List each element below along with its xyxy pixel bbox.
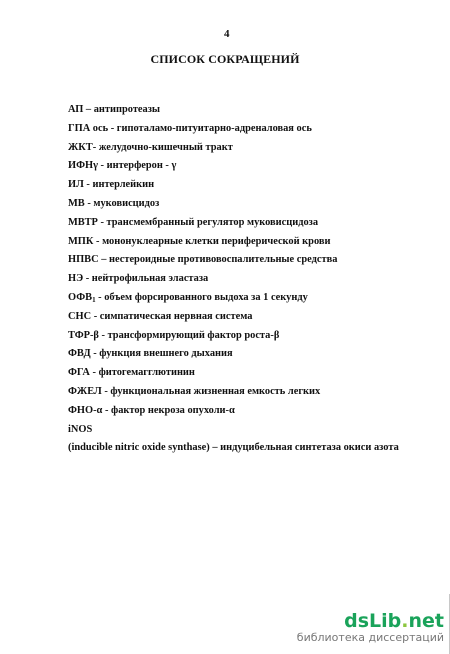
- abbreviation-term: ИЛ: [68, 179, 84, 191]
- abbreviation-separator: -: [108, 122, 117, 134]
- abbreviation-definition: антипротеазы: [93, 104, 161, 115]
- abbreviation-term: ТФР-β: [68, 329, 99, 341]
- abbreviation-entry: [68, 345, 428, 364]
- abbreviation-definition: муковисцидоз: [93, 197, 160, 209]
- abbreviation-separator: -: [92, 141, 99, 153]
- abbreviation-entry: [68, 195, 428, 214]
- abbreviation-term: iNOS: [68, 423, 93, 435]
- abbreviation-entry: [68, 120, 428, 139]
- abbreviation-entry: [68, 402, 428, 421]
- abbreviation-term: МВ: [68, 197, 85, 209]
- abbreviation-definition: трансмембранный регулятор муковисцидоза: [106, 216, 319, 228]
- abbreviation-entry: [68, 101, 428, 120]
- abbreviation-term: МВТР: [68, 216, 98, 228]
- abbreviation-separator: -: [95, 291, 105, 303]
- abbreviation-entry: [68, 233, 428, 252]
- abbreviation-entry: [68, 308, 428, 327]
- abbreviation-term: ОФВ: [68, 291, 93, 303]
- abbreviation-definition: желудочно-кишечный тракт: [98, 141, 233, 153]
- abbreviation-term: ФЖЕЛ: [68, 385, 102, 397]
- abbreviation-definition: нестероидные противовоспалительные средства: [109, 254, 338, 266]
- watermark-subtitle: библиотека диссертаций: [296, 631, 444, 644]
- dslib-watermark[interactable]: [297, 611, 444, 644]
- abbreviation-entry: [68, 251, 428, 270]
- abbreviation-separator: -: [83, 273, 92, 285]
- abbreviation-entry: [68, 439, 428, 458]
- abbreviation-term: (inducible nitric oxide synthase): [68, 442, 210, 454]
- abbreviation-entry: [68, 364, 428, 383]
- abbreviation-definition: симпатическая нервная система: [99, 310, 253, 322]
- abbreviation-definition: гипоталамо-питуитарно-адреналовая ось: [116, 122, 312, 134]
- abbreviation-definition: функциональная жизненная емкость легких: [110, 385, 321, 397]
- abbreviation-definition: функция внешнего дыхания: [99, 348, 233, 360]
- abbreviation-term: ИФНγ: [68, 160, 98, 172]
- abbreviation-term: ФНО-α: [68, 404, 103, 416]
- abbreviation-separator: -: [89, 367, 99, 379]
- abbreviation-separator: –: [209, 442, 221, 454]
- abbreviation-definition: нейтрофильная эластаза: [91, 273, 209, 285]
- abbreviation-separator: -: [98, 329, 108, 341]
- abbreviation-definition: мононуклеарные клетки периферической крови: [102, 235, 331, 247]
- abbreviation-entry: [68, 383, 428, 402]
- watermark-logo-main: dsLib: [344, 610, 402, 632]
- abbreviation-separator: -: [102, 404, 112, 416]
- abbreviation-separator: -: [84, 197, 94, 209]
- abbreviation-separator: -: [91, 310, 100, 322]
- abbreviation-definition: трансформирующий фактор роста-β: [107, 329, 280, 341]
- abbreviation-term: СНС: [68, 310, 92, 322]
- abbreviation-term: АП: [68, 104, 84, 115]
- abbreviation-term: ЖКТ: [68, 141, 93, 153]
- abbreviation-list: [68, 101, 428, 458]
- abbreviation-definition: объем форсированного выдоха за 1 секунду: [104, 291, 308, 303]
- abbreviation-separator: –: [98, 254, 109, 266]
- abbreviation-entry: [68, 327, 428, 346]
- abbreviation-term: НЭ: [68, 273, 84, 285]
- abbreviation-entry: [68, 214, 428, 233]
- abbreviation-term-subscript: 1: [92, 295, 96, 304]
- abbreviation-term: ФГА: [68, 367, 90, 379]
- abbreviation-definition: интерферон - γ: [106, 160, 177, 172]
- abbreviation-definition: фитогемагглютинин: [98, 367, 195, 379]
- abbreviation-separator: –: [83, 104, 94, 115]
- abbreviation-separator: -: [97, 160, 107, 172]
- abbreviation-entry: [68, 139, 428, 158]
- abbreviation-separator: -: [83, 179, 93, 191]
- abbreviation-entry: [68, 289, 428, 308]
- page-title: СПИСОК СОКРАЩЕНИЙ: [150, 52, 300, 66]
- abbreviation-term: МПК: [68, 235, 94, 247]
- watermark-logo-tld: net: [408, 610, 444, 632]
- abbreviation-definition: индуцибельная синтетаза окиси азота: [220, 442, 399, 454]
- abbreviation-separator: -: [97, 216, 107, 228]
- abbreviation-separator: -: [101, 385, 111, 397]
- abbreviation-entry: [68, 270, 428, 289]
- abbreviation-entry: [68, 157, 428, 176]
- abbreviation-entry: [68, 176, 428, 195]
- abbreviation-definition: фактор некроза опухоли-α: [111, 404, 235, 416]
- watermark-logo-dot: .: [401, 610, 409, 632]
- abbreviation-separator: -: [90, 348, 100, 360]
- abbreviation-separator: -: [93, 235, 103, 247]
- abbreviation-definition: интерлейкин: [92, 179, 155, 191]
- watermark-logo: [297, 611, 444, 631]
- abbreviation-term: ГПА ось: [68, 122, 109, 134]
- abbreviation-entry: [68, 421, 428, 440]
- abbreviation-term: ФВД: [68, 348, 91, 360]
- page-number: 4: [224, 28, 230, 40]
- abbreviation-term: НПВС: [68, 254, 99, 266]
